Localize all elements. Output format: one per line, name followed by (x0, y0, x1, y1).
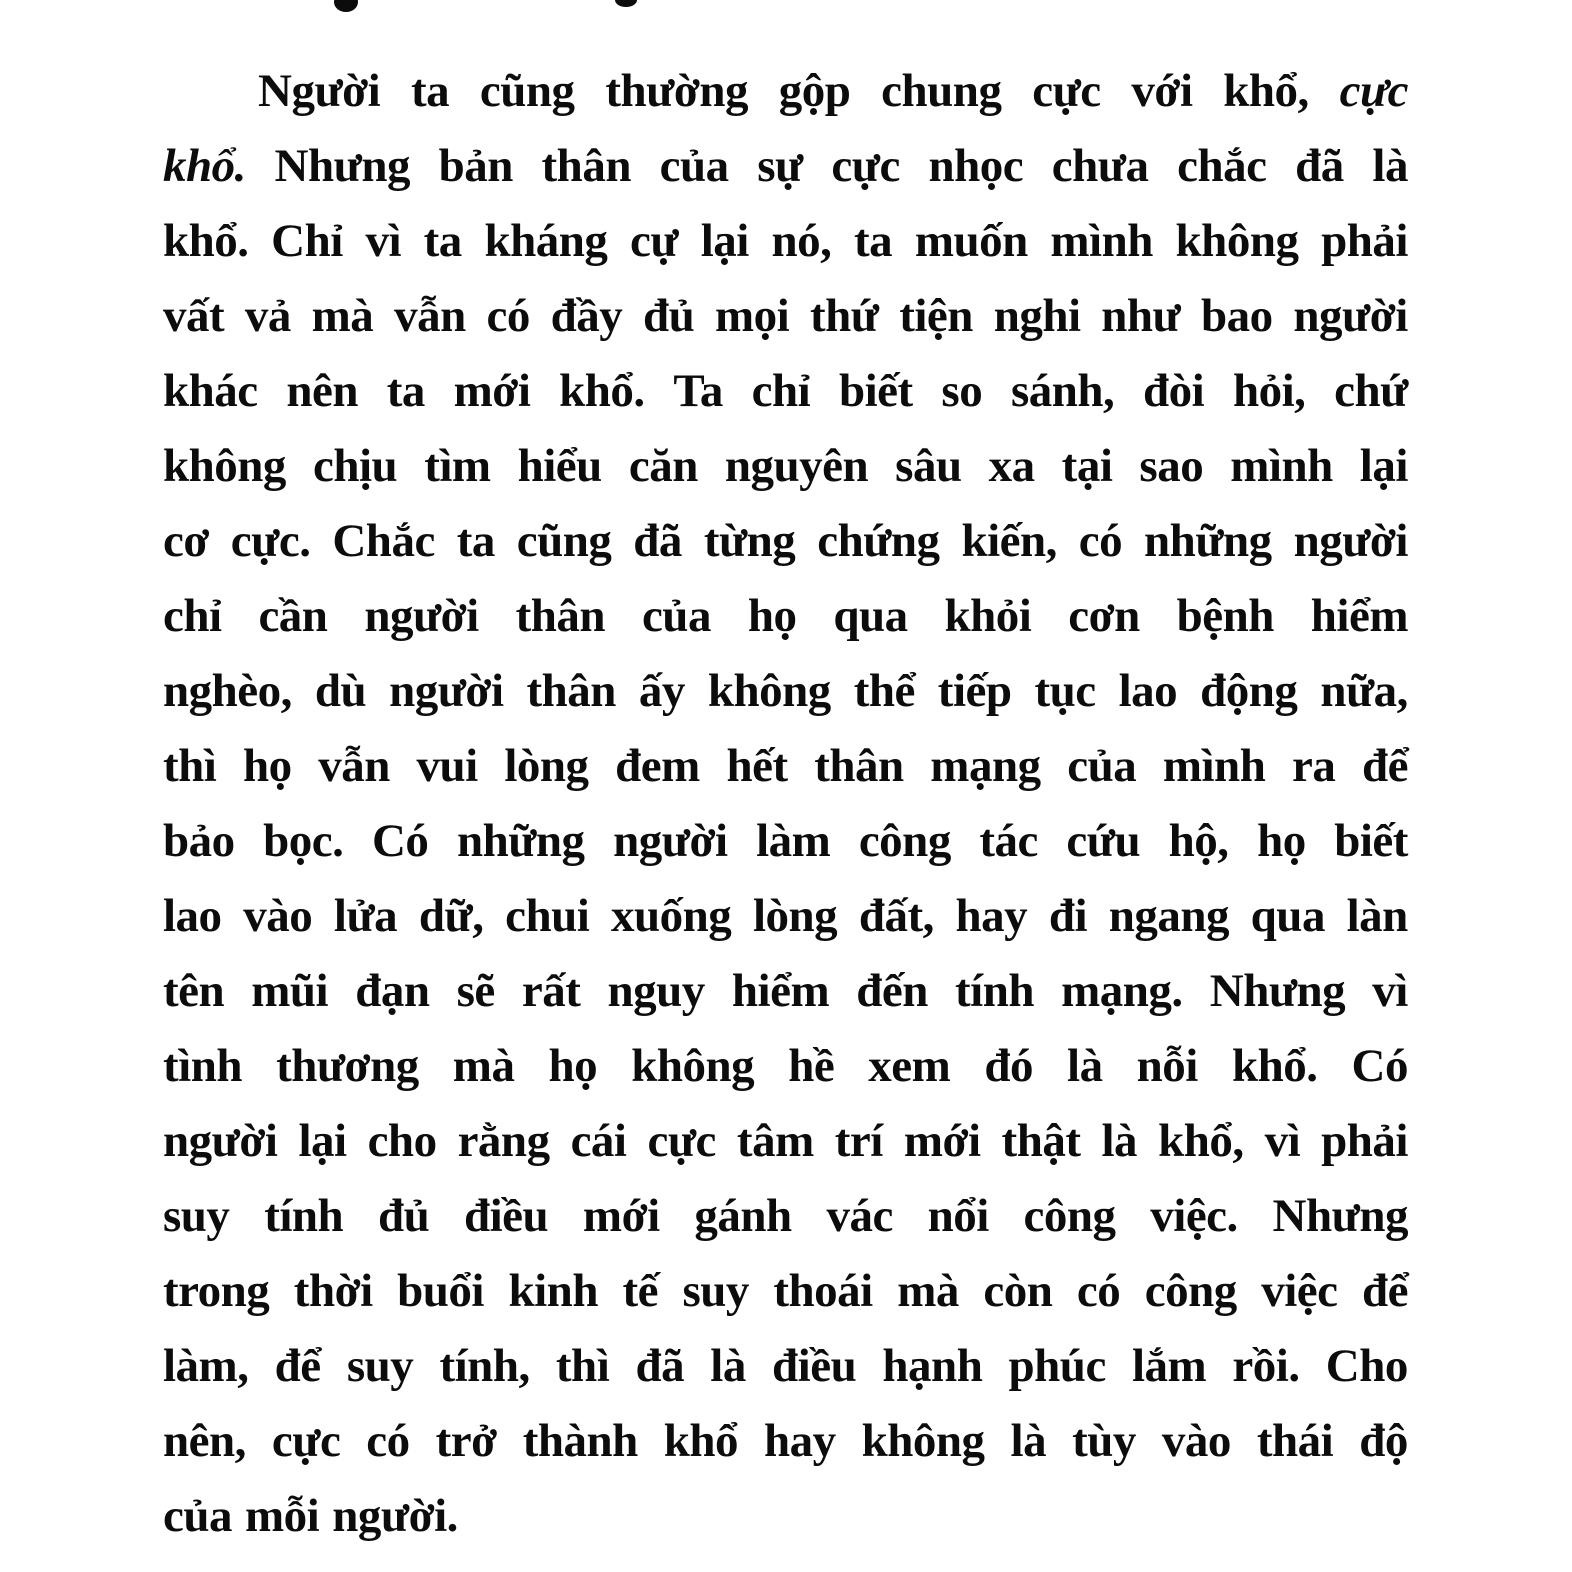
word: là (1010, 1415, 1047, 1467)
word: để (1361, 740, 1408, 792)
text-line (163, 954, 1408, 1029)
word: thoái (773, 1265, 873, 1317)
word: nghèo, (163, 665, 292, 717)
word: lao (1118, 665, 1178, 717)
word: lửa (333, 890, 398, 942)
word: vui (416, 740, 478, 792)
word: Nhưng (1272, 1190, 1408, 1242)
word: người (389, 665, 504, 717)
word: không (707, 665, 831, 717)
word: suy (346, 1340, 414, 1392)
paragraph (163, 54, 1408, 1554)
word: cái (570, 1115, 627, 1167)
word: mọi (715, 290, 790, 342)
word: việc (1261, 1265, 1338, 1317)
word: không (163, 440, 286, 492)
word: khổ. (1231, 1040, 1318, 1092)
word: thái (1256, 1415, 1334, 1467)
word: làm, (163, 1340, 249, 1392)
text-line (163, 579, 1408, 654)
word: xa (988, 440, 1035, 492)
word: tiện (899, 290, 973, 342)
word: hay (955, 890, 1028, 942)
word: đó (984, 1040, 1033, 1092)
word: cứu (1066, 815, 1141, 867)
word: phải (1321, 215, 1408, 267)
word: có (486, 290, 530, 342)
word: họ (1257, 815, 1306, 867)
word: họ (747, 590, 797, 642)
word: để (1361, 1265, 1408, 1317)
word: vác (826, 1190, 893, 1242)
word: bản (438, 140, 513, 192)
word: hộ, (1168, 815, 1229, 867)
word: điều (463, 1190, 549, 1242)
word: chứng (817, 515, 940, 567)
word: bao (1201, 290, 1273, 342)
word: hay (764, 1415, 836, 1467)
word: tìm (424, 440, 491, 492)
word: nỗi (1136, 1040, 1198, 1092)
word: buổi (397, 1265, 484, 1317)
word: khổ, (1158, 1115, 1244, 1167)
word: có (366, 1415, 410, 1467)
word: công (1144, 1265, 1237, 1317)
text-line (163, 1404, 1408, 1479)
word: chui (505, 890, 590, 942)
word: cực (271, 1415, 341, 1467)
word: mình (1050, 215, 1153, 267)
word: thời (293, 1265, 373, 1317)
word: chịu (312, 440, 398, 492)
word: mà (452, 1040, 515, 1092)
word: đầy (550, 290, 623, 342)
word: tâm (736, 1115, 814, 1167)
word: gánh (694, 1190, 792, 1242)
word: tính (264, 1190, 344, 1242)
word: chắc (1177, 140, 1267, 192)
word: lại (298, 1115, 347, 1167)
word: Chỉ (271, 215, 343, 267)
word: thân (541, 140, 631, 192)
word: đủ (377, 1190, 430, 1242)
word: cơn (1068, 590, 1140, 642)
word: để (274, 1340, 321, 1392)
word: tên (163, 965, 225, 1017)
text-line (163, 204, 1408, 279)
text-line (163, 1479, 1408, 1554)
word: họ (242, 740, 292, 792)
word: phải (1321, 1115, 1408, 1167)
word: nguyên (724, 440, 869, 492)
word: Chắc (332, 515, 435, 567)
word: Ta (673, 365, 723, 417)
word: thương (276, 1040, 419, 1092)
word: thân (515, 590, 606, 642)
word: mới (582, 1190, 660, 1242)
word: cực. (230, 515, 311, 567)
word: lao (163, 890, 222, 942)
word: chưa (1051, 140, 1149, 192)
word: vẫn (394, 290, 466, 342)
word: của (659, 140, 729, 192)
word: nữa, (1320, 665, 1408, 717)
word: người. (332, 1490, 458, 1542)
word: lòng (504, 740, 589, 792)
word: khỏi (944, 590, 1032, 642)
word: tại (1061, 440, 1113, 492)
word: có (1076, 1265, 1121, 1317)
word: nguy (607, 965, 705, 1017)
word: người (613, 815, 728, 867)
word: thật (1001, 1115, 1081, 1167)
word: đã (1295, 140, 1344, 192)
word: những (1144, 515, 1272, 567)
word: tục (1034, 665, 1096, 717)
word: cần (258, 590, 328, 642)
word: trở (435, 1415, 497, 1467)
word: khổ, (1223, 65, 1309, 117)
word: bọc. (263, 815, 344, 867)
text-line (163, 654, 1408, 729)
word: lắm (1132, 1340, 1207, 1392)
word: hết (726, 740, 788, 792)
word: bệnh (1176, 590, 1274, 642)
text-line (163, 54, 1408, 129)
word: mạng (930, 740, 1041, 792)
word: khổ. (163, 215, 249, 267)
text-line (163, 429, 1408, 504)
word: chung (881, 65, 1002, 117)
word: điều (772, 1340, 857, 1392)
word: thành (522, 1415, 638, 1467)
word: cực (831, 140, 900, 192)
word: căn (628, 440, 698, 492)
word: phúc (1008, 1340, 1106, 1392)
text-line (163, 354, 1408, 429)
word: dù (314, 665, 367, 717)
word: cũng (479, 65, 575, 117)
word: làm (756, 815, 831, 867)
word: đòi (1143, 365, 1205, 417)
text-line (163, 1329, 1408, 1404)
word: mà (311, 290, 374, 342)
word: ta (411, 65, 450, 117)
word: thường (605, 65, 748, 117)
word: hiểm (1310, 590, 1408, 642)
word: sự (757, 140, 803, 192)
word: vào (1161, 1415, 1231, 1467)
word: với (1131, 65, 1193, 117)
word: suy (682, 1265, 749, 1317)
word: vẫn (318, 740, 390, 792)
word: còn (983, 1265, 1053, 1317)
word: thể (853, 665, 915, 717)
word: tế (622, 1265, 658, 1317)
word: mình (1230, 440, 1333, 492)
word: xem (868, 1040, 951, 1092)
word: thân (814, 740, 904, 792)
word: ta (854, 215, 893, 267)
word: vì (1264, 1115, 1301, 1167)
word: kiến, (961, 515, 1057, 567)
word: nên (286, 365, 359, 417)
word: sâu (895, 440, 962, 492)
word: người (1293, 290, 1408, 342)
word: lòng (752, 890, 838, 942)
word: như (1101, 290, 1181, 342)
word: vất (163, 290, 225, 342)
word: kinh (508, 1265, 598, 1317)
word: tiếp (937, 665, 1012, 717)
word: cực (647, 1115, 716, 1167)
word: hỏi, (1232, 365, 1306, 417)
word: đến (856, 965, 928, 1017)
word: ta (386, 365, 425, 417)
word: gộp (778, 65, 851, 117)
word: vả (244, 290, 291, 342)
word: biết (1334, 815, 1408, 867)
word: của (163, 1490, 232, 1542)
word: cực (1032, 65, 1101, 117)
word: nó, (771, 215, 832, 267)
cropped-letter-fragment-icon (334, 0, 358, 12)
word: tùy (1072, 1415, 1136, 1467)
text-line (163, 279, 1408, 354)
word: lại (1359, 440, 1408, 492)
text-line (163, 729, 1408, 804)
word: là (1067, 1040, 1103, 1092)
word: hạnh (882, 1340, 983, 1392)
word: ra (1291, 740, 1336, 792)
word: cũng (516, 515, 612, 567)
word: đất, (858, 890, 934, 942)
word: là (1372, 140, 1408, 192)
text-line (163, 1179, 1408, 1254)
word: hề (788, 1040, 835, 1092)
word: độ (1359, 1415, 1408, 1467)
text-line (163, 504, 1408, 579)
emphasized-word: cực (1339, 65, 1408, 117)
word: chứ (1334, 365, 1408, 417)
word: động (1200, 665, 1298, 717)
text-line (163, 804, 1408, 879)
word: cự (630, 215, 679, 267)
word: rất (521, 965, 581, 1017)
word: nhọc (928, 140, 1024, 192)
word: họ (548, 1040, 598, 1092)
word: người (364, 590, 479, 642)
word: đủ (642, 290, 695, 342)
word: kháng (484, 215, 608, 267)
word: mình (1162, 740, 1266, 792)
word: của (1067, 740, 1137, 792)
word: Nhưng (1209, 965, 1346, 1017)
emphasized-word: khổ. (163, 140, 246, 192)
word: khác (163, 365, 258, 417)
word: Cho (1325, 1340, 1408, 1392)
word: không (1175, 215, 1299, 267)
word: đạn (355, 965, 430, 1017)
word: tác (979, 815, 1038, 867)
word: công (858, 815, 951, 867)
word: bảo (163, 815, 235, 867)
word: tình (163, 1040, 242, 1092)
word: việc. (1150, 1190, 1238, 1242)
word: ta (456, 515, 495, 567)
word: trí (834, 1115, 883, 1167)
word: đi (1048, 890, 1088, 942)
word: vào (243, 890, 313, 942)
word: suy (163, 1190, 230, 1242)
word: công (1023, 1190, 1116, 1242)
word: nổi (927, 1190, 989, 1242)
word: từng (703, 515, 796, 567)
word: mạng. (1061, 965, 1183, 1017)
word: sao (1139, 440, 1204, 492)
word: qua (833, 590, 908, 642)
word: khổ. (559, 365, 645, 417)
text-line (163, 1104, 1408, 1179)
word: thì (555, 1340, 610, 1392)
cropped-letter-fragment-icon (615, 0, 637, 7)
word: ta (423, 215, 462, 267)
word: hiểu (517, 440, 602, 492)
word: người (1293, 515, 1408, 567)
text-line (163, 879, 1408, 954)
word: cơ (163, 515, 209, 567)
word: mới (453, 365, 531, 417)
word: của (641, 590, 711, 642)
word: Có (371, 815, 429, 867)
word: muốn (914, 215, 1028, 267)
word: biết (838, 365, 913, 417)
text-line (163, 129, 1408, 204)
word: rồi. (1232, 1340, 1300, 1392)
word: không (631, 1040, 755, 1092)
word: là (1101, 1115, 1138, 1167)
word: mà (897, 1265, 959, 1317)
word: vì (1372, 965, 1408, 1017)
word: khổ (663, 1415, 739, 1467)
word: làn (1346, 890, 1408, 942)
word: không (861, 1415, 985, 1467)
word: dữ, (418, 890, 484, 942)
word: rằng (457, 1115, 550, 1167)
word: người (163, 1115, 278, 1167)
word: xuống (610, 890, 732, 942)
word: chỉ (751, 365, 811, 417)
word: trong (163, 1265, 270, 1317)
word: hiểm (731, 965, 830, 1017)
word: mỗi (245, 1490, 320, 1542)
word: những (456, 815, 585, 867)
word: thân (526, 665, 616, 717)
word: có (1078, 515, 1123, 567)
word: tính, (439, 1340, 530, 1392)
word: cho (367, 1115, 437, 1167)
word: đã (635, 1340, 685, 1392)
word: thì (163, 740, 217, 792)
word: thứ (809, 290, 879, 342)
word: nghi (993, 290, 1081, 342)
word: ngang (1108, 890, 1229, 942)
word: nên, (163, 1415, 246, 1467)
word: sánh, (1010, 365, 1115, 417)
word: chỉ (163, 590, 222, 642)
text-line (163, 1254, 1408, 1329)
word: ấy (638, 665, 685, 717)
word: đem (615, 740, 700, 792)
word: Có (1351, 1040, 1408, 1092)
word: Nhưng (274, 140, 410, 192)
word: đã (633, 515, 682, 567)
word: mũi (251, 965, 329, 1017)
text-line (163, 1029, 1408, 1104)
word: tính (954, 965, 1034, 1017)
word: qua (1250, 890, 1325, 942)
word: sẽ (456, 965, 495, 1017)
word: là (710, 1340, 746, 1392)
word: vì (365, 215, 402, 267)
word: so (941, 365, 983, 417)
word: lại (700, 215, 749, 267)
word: Người (258, 65, 381, 117)
word: mới (903, 1115, 981, 1167)
